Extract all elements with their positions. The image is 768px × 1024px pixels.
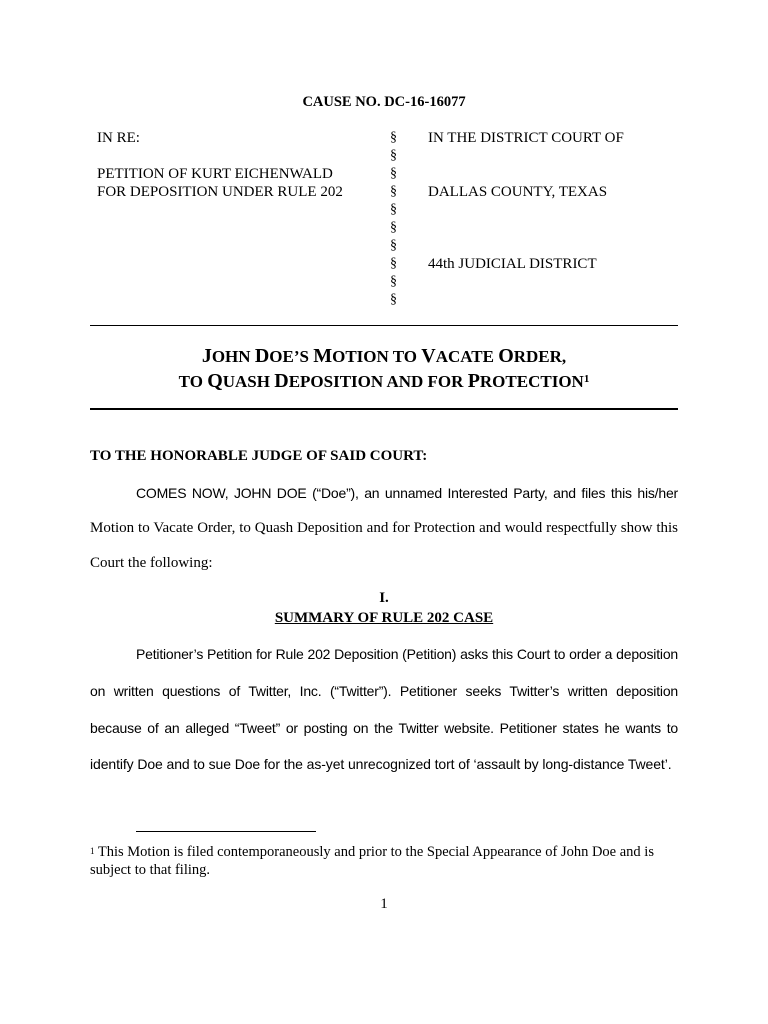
section-symbol: § <box>390 274 397 289</box>
section-symbol: § <box>390 148 397 163</box>
section-symbol: § <box>390 184 397 199</box>
title-rule-top <box>90 325 678 326</box>
caption-county: DALLAS COUNTY, TEXAS <box>428 184 608 200</box>
caption-court: IN THE DISTRICT COURT OF <box>428 130 624 146</box>
motion-title-line2: TO QUASH DEPOSITION AND FOR PROTECTION$^1$ <box>178 370 590 392</box>
title-rule-bottom <box>90 408 678 410</box>
section-paragraph-line: because of an alleged “Tweet” or posting on the Twitter website. Petitioner states he wants to <box>90 720 678 736</box>
caption-district: 44th JUDICIAL DISTRICT <box>428 256 597 272</box>
page-number: 1 <box>380 896 388 912</box>
section-symbol: § <box>390 202 397 217</box>
intro-line: Motion to Vacate Order, to Quash Deposition and for Protection and would respectfully show this <box>90 520 678 536</box>
section-number: I. <box>379 590 389 606</box>
footnote-line2: subject to that filing. <box>90 862 211 878</box>
section-symbol: § <box>390 220 397 235</box>
section-paragraph-line: Petitioner’s Petition for Rule 202 Deposition (Petition) asks this Court to order a deposition <box>136 646 678 662</box>
section-symbol: § <box>390 238 397 253</box>
salutation: TO THE HONORABLE JUDGE OF SAID COURT: <box>90 448 428 464</box>
caption-petition-line1: PETITION OF KURT EICHENWALD <box>97 166 333 182</box>
footnote-reference: 1 <box>583 373 590 385</box>
footnote-separator <box>136 831 316 832</box>
section-symbol: § <box>390 256 397 271</box>
section-symbol: § <box>390 166 397 181</box>
intro-line: Court the following: <box>90 555 213 571</box>
intro-line: COMES NOW, JOHN DOE (“Doe”), an unnamed Interested Party, and files this his/her <box>136 485 678 501</box>
section-symbol: § <box>390 292 397 307</box>
section-symbol: § <box>390 130 397 145</box>
footnote-line1: $^1$ This Motion is filed contemporaneously and prior to the Special Appearance of John Doe and is <box>90 844 654 860</box>
motion-title-line1: JOHN DOE’S MOTION TO VACATE ORDER, <box>201 345 567 367</box>
section-heading: SUMMARY OF RULE 202 CASE <box>274 610 494 626</box>
caption-in-re: IN RE: <box>97 130 140 146</box>
caption-petition-line2: FOR DEPOSITION UNDER RULE 202 <box>97 184 343 200</box>
section-paragraph-line: on written questions of Twitter, Inc. (“Twitter”). Petitioner seeks Twitter’s written deposition <box>90 683 678 699</box>
section-paragraph-line: identify Doe and to sue Doe for the as-yet unrecognized tort of ‘assault by long-distance Tweet’. <box>90 756 672 772</box>
cause-number: CAUSE NO. DC-16-16077 <box>302 94 466 110</box>
